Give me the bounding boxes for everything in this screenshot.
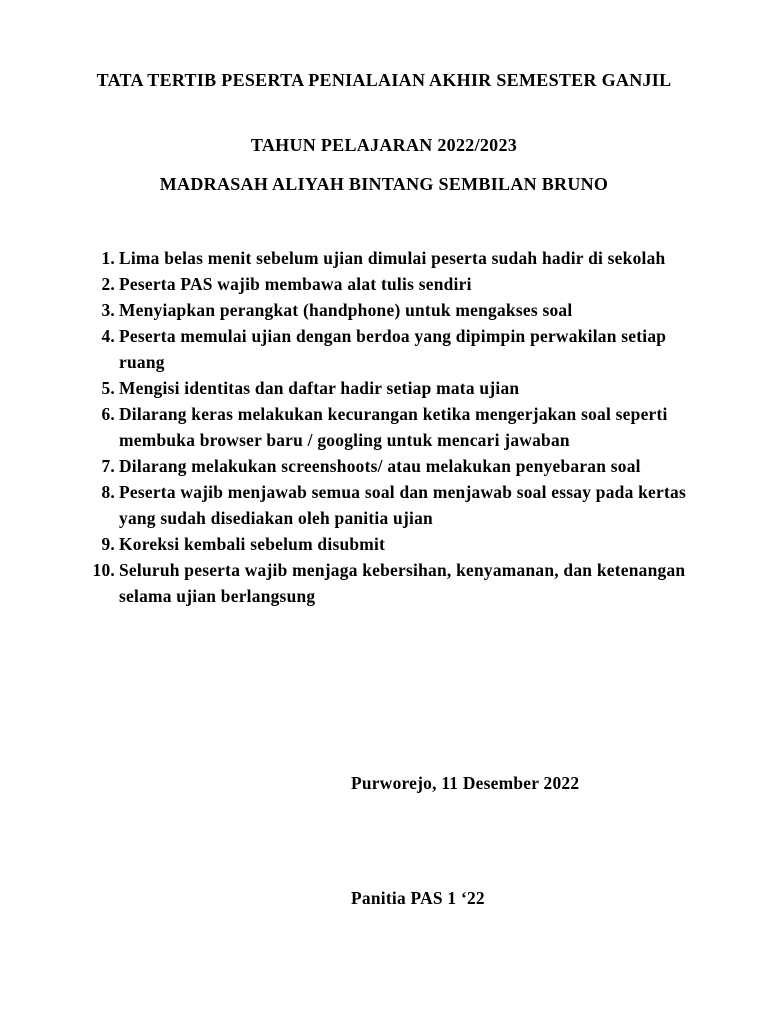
rule-number: 10.	[92, 560, 115, 580]
rule-text: Peserta PAS wajib membawa alat tulis sendiri	[119, 274, 472, 294]
rule-text: Seluruh peserta wajib menjaga kebersihan, kenyamanan, dan ketenangan selama ujian berlangsung	[119, 560, 686, 606]
rule-item	[86, 375, 696, 401]
rule-item	[86, 479, 696, 531]
rule-item	[86, 297, 696, 323]
rule-number: 4.	[101, 326, 115, 346]
document-title: TATA TERTIB PESERTA PENIALAIAN AKHIR SEMESTER GANJIL	[96, 70, 672, 90]
rule-number: 1.	[101, 248, 115, 268]
rule-number: 8.	[101, 482, 115, 502]
rule-text: Dilarang keras melakukan kecurangan ketika mengerjakan soal seperti membuka browser baru / googling untuk mencari jawaban	[119, 404, 668, 450]
rules-list	[86, 245, 696, 609]
rule-number: 2.	[101, 274, 115, 294]
rule-item	[86, 557, 696, 609]
rule-item	[86, 401, 696, 453]
school-name: MADRASAH ALIYAH BINTANG SEMBILAN BRUNO	[159, 174, 609, 194]
rule-number: 6.	[101, 404, 115, 424]
rule-text: Peserta memulai ujian dengan berdoa yang dipimpin perwakilan setiap ruang	[119, 326, 667, 372]
place-date: Purworejo, 11 Desember 2022	[351, 773, 580, 793]
rule-text: Peserta wajib menjawab semua soal dan menjawab soal essay pada kertas yang sudah disediakan oleh panitia ujian	[119, 482, 686, 528]
rule-item	[86, 323, 696, 375]
rule-text: Menyiapkan perangkat (handphone) untuk mengakses soal	[119, 300, 573, 320]
rule-item	[86, 245, 696, 271]
rule-number: 7.	[101, 456, 115, 476]
rule-text: Lima belas menit sebelum ujian dimulai peserta sudah hadir di sekolah	[119, 248, 666, 268]
rule-item	[86, 271, 696, 297]
academic-year: TAHUN PELAJARAN 2022/2023	[250, 135, 518, 155]
rule-number: 5.	[101, 378, 115, 398]
committee-signature: Panitia PAS 1 ‘22	[351, 888, 485, 908]
rule-item	[86, 531, 696, 557]
rule-text: Dilarang melakukan screenshoots/ atau melakukan penyebaran soal	[119, 456, 641, 476]
rule-number: 9.	[101, 534, 115, 554]
rule-text: Koreksi kembali sebelum disubmit	[119, 534, 386, 554]
rule-text: Mengisi identitas dan daftar hadir setiap mata ujian	[119, 378, 520, 398]
rule-item	[86, 453, 696, 479]
rule-number: 3.	[101, 300, 115, 320]
